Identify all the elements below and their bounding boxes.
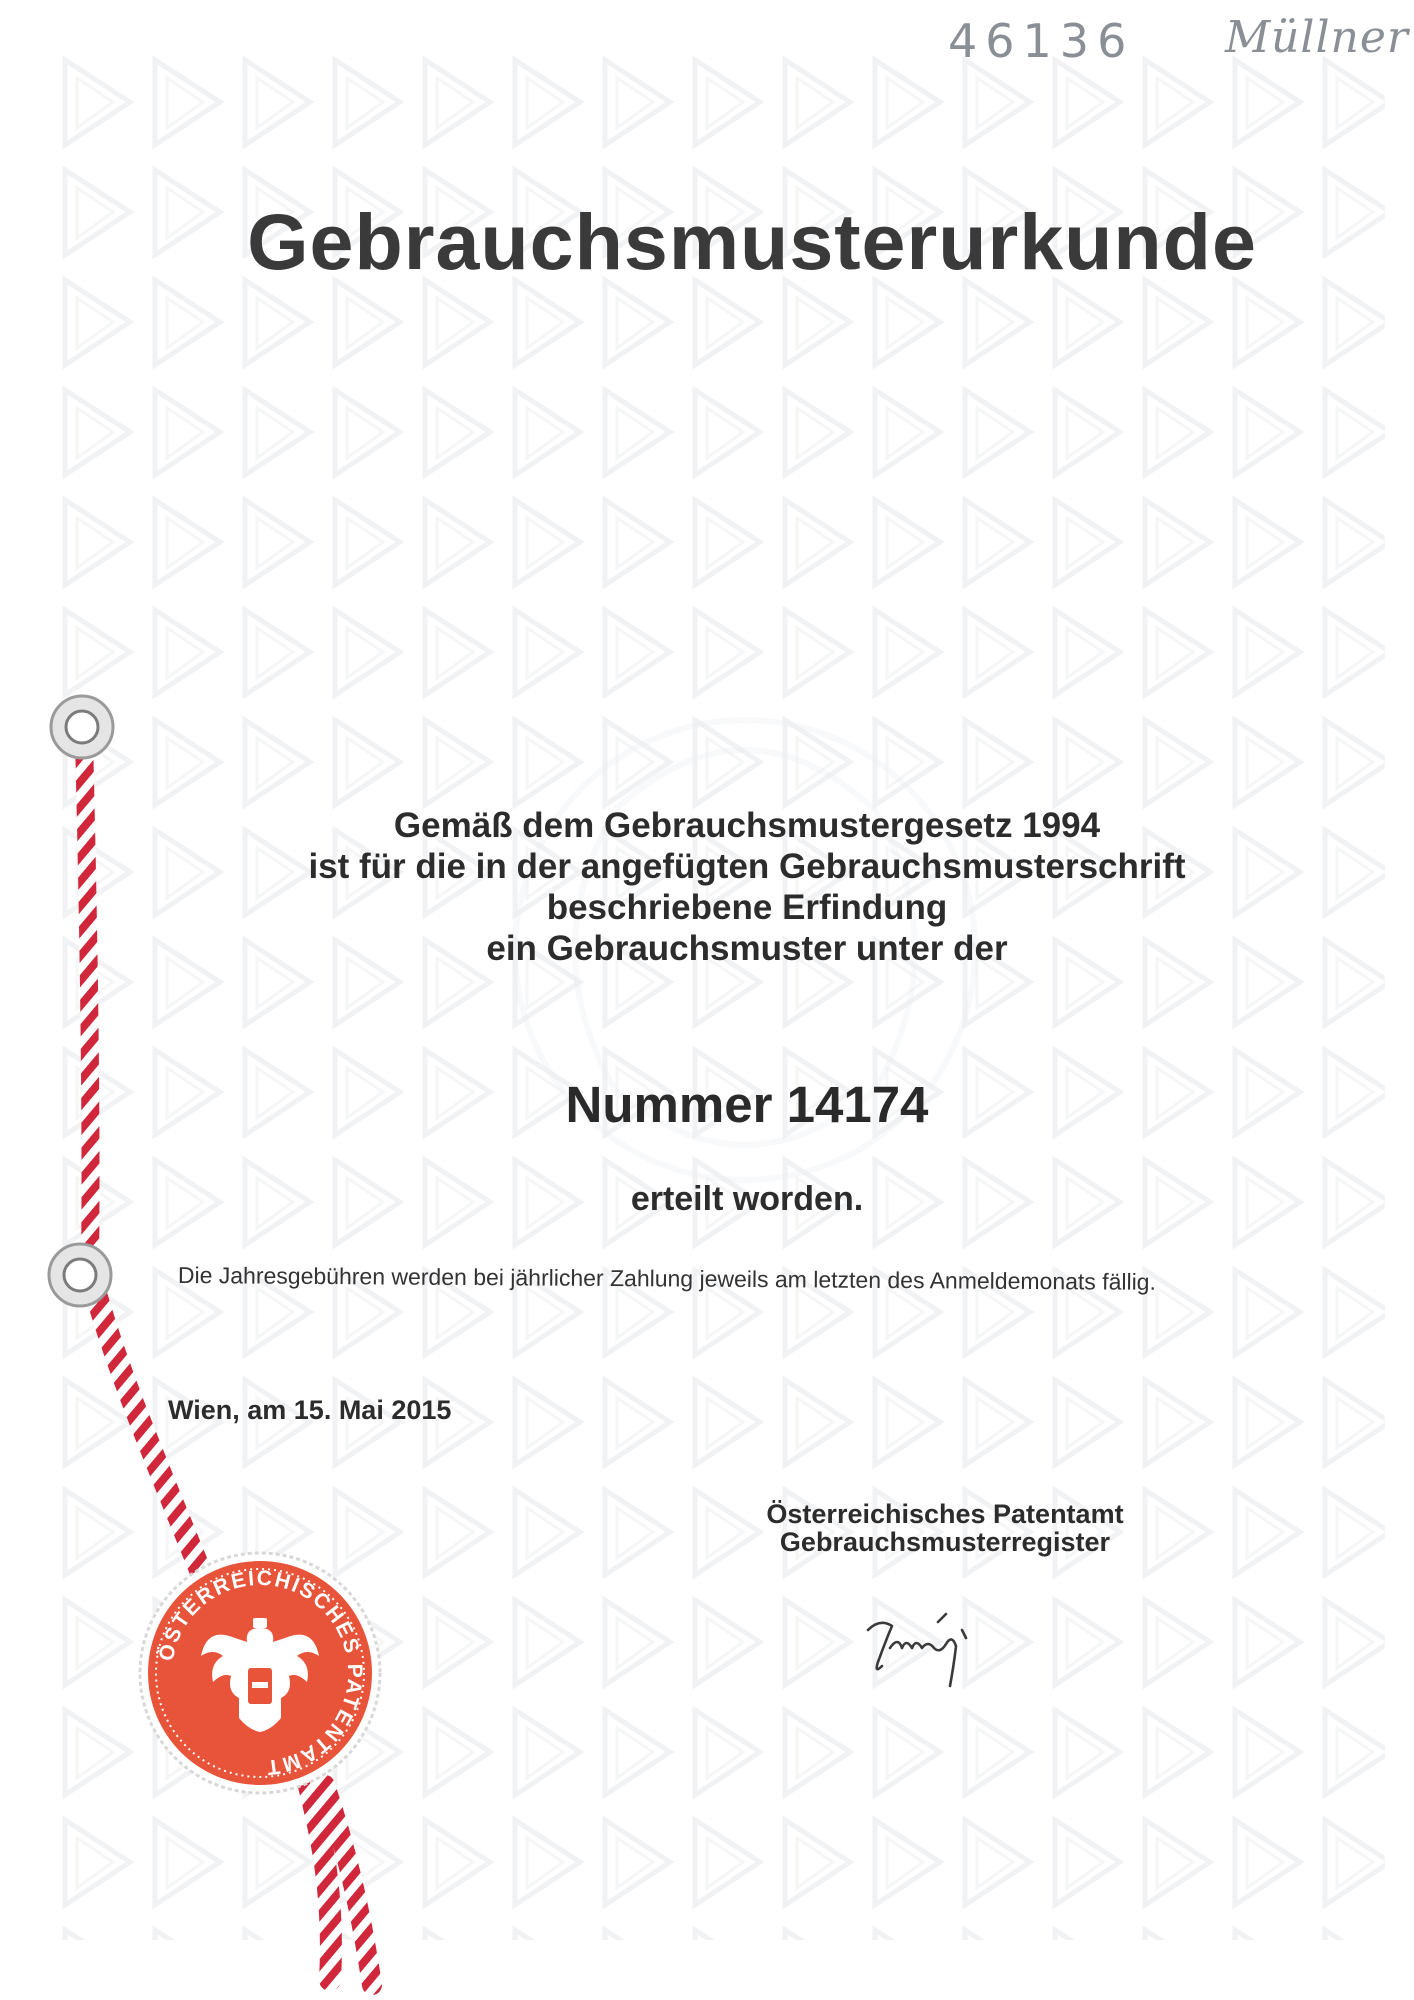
issuing-office	[740, 1500, 1150, 1556]
register-name: Gebrauchsmusterregister	[779, 1527, 1111, 1557]
grant-line-1: Gemäß dem Gebrauchsmustergesetz 1994	[393, 806, 1101, 845]
annual-fees-note: Die Jahresgebühren werden bei jährlicher Zahlung jeweils am letzten des Anmeldemonats fällig.	[177, 1262, 1157, 1295]
office-name: Österreichisches Patentamt	[766, 1499, 1124, 1529]
issue-date: Wien, am 15. Mai 2015	[168, 1395, 452, 1425]
granted-statement: erteilt worden.	[630, 1180, 864, 1218]
signature	[860, 1600, 1000, 1700]
handwritten-name: Müllner	[1225, 12, 1409, 63]
grant-line-3: beschriebene Erfindung	[546, 888, 948, 927]
document-title: Gebrauchsmusterurkunde	[247, 197, 1257, 286]
grant-text	[40, 805, 1414, 969]
grant-line-4: ein Gebrauchsmuster unter der	[486, 929, 1008, 968]
seal-text: ÖSTERREICHISCHES PATENTAMT	[154, 1566, 367, 1780]
handwritten-number: 46136	[948, 14, 1135, 68]
registration-number: Nummer 14174	[565, 1076, 929, 1133]
office-seal	[135, 1548, 385, 1798]
grant-line-2: ist für die in der angefügten Gebrauchsmusterschrift	[308, 847, 1186, 886]
